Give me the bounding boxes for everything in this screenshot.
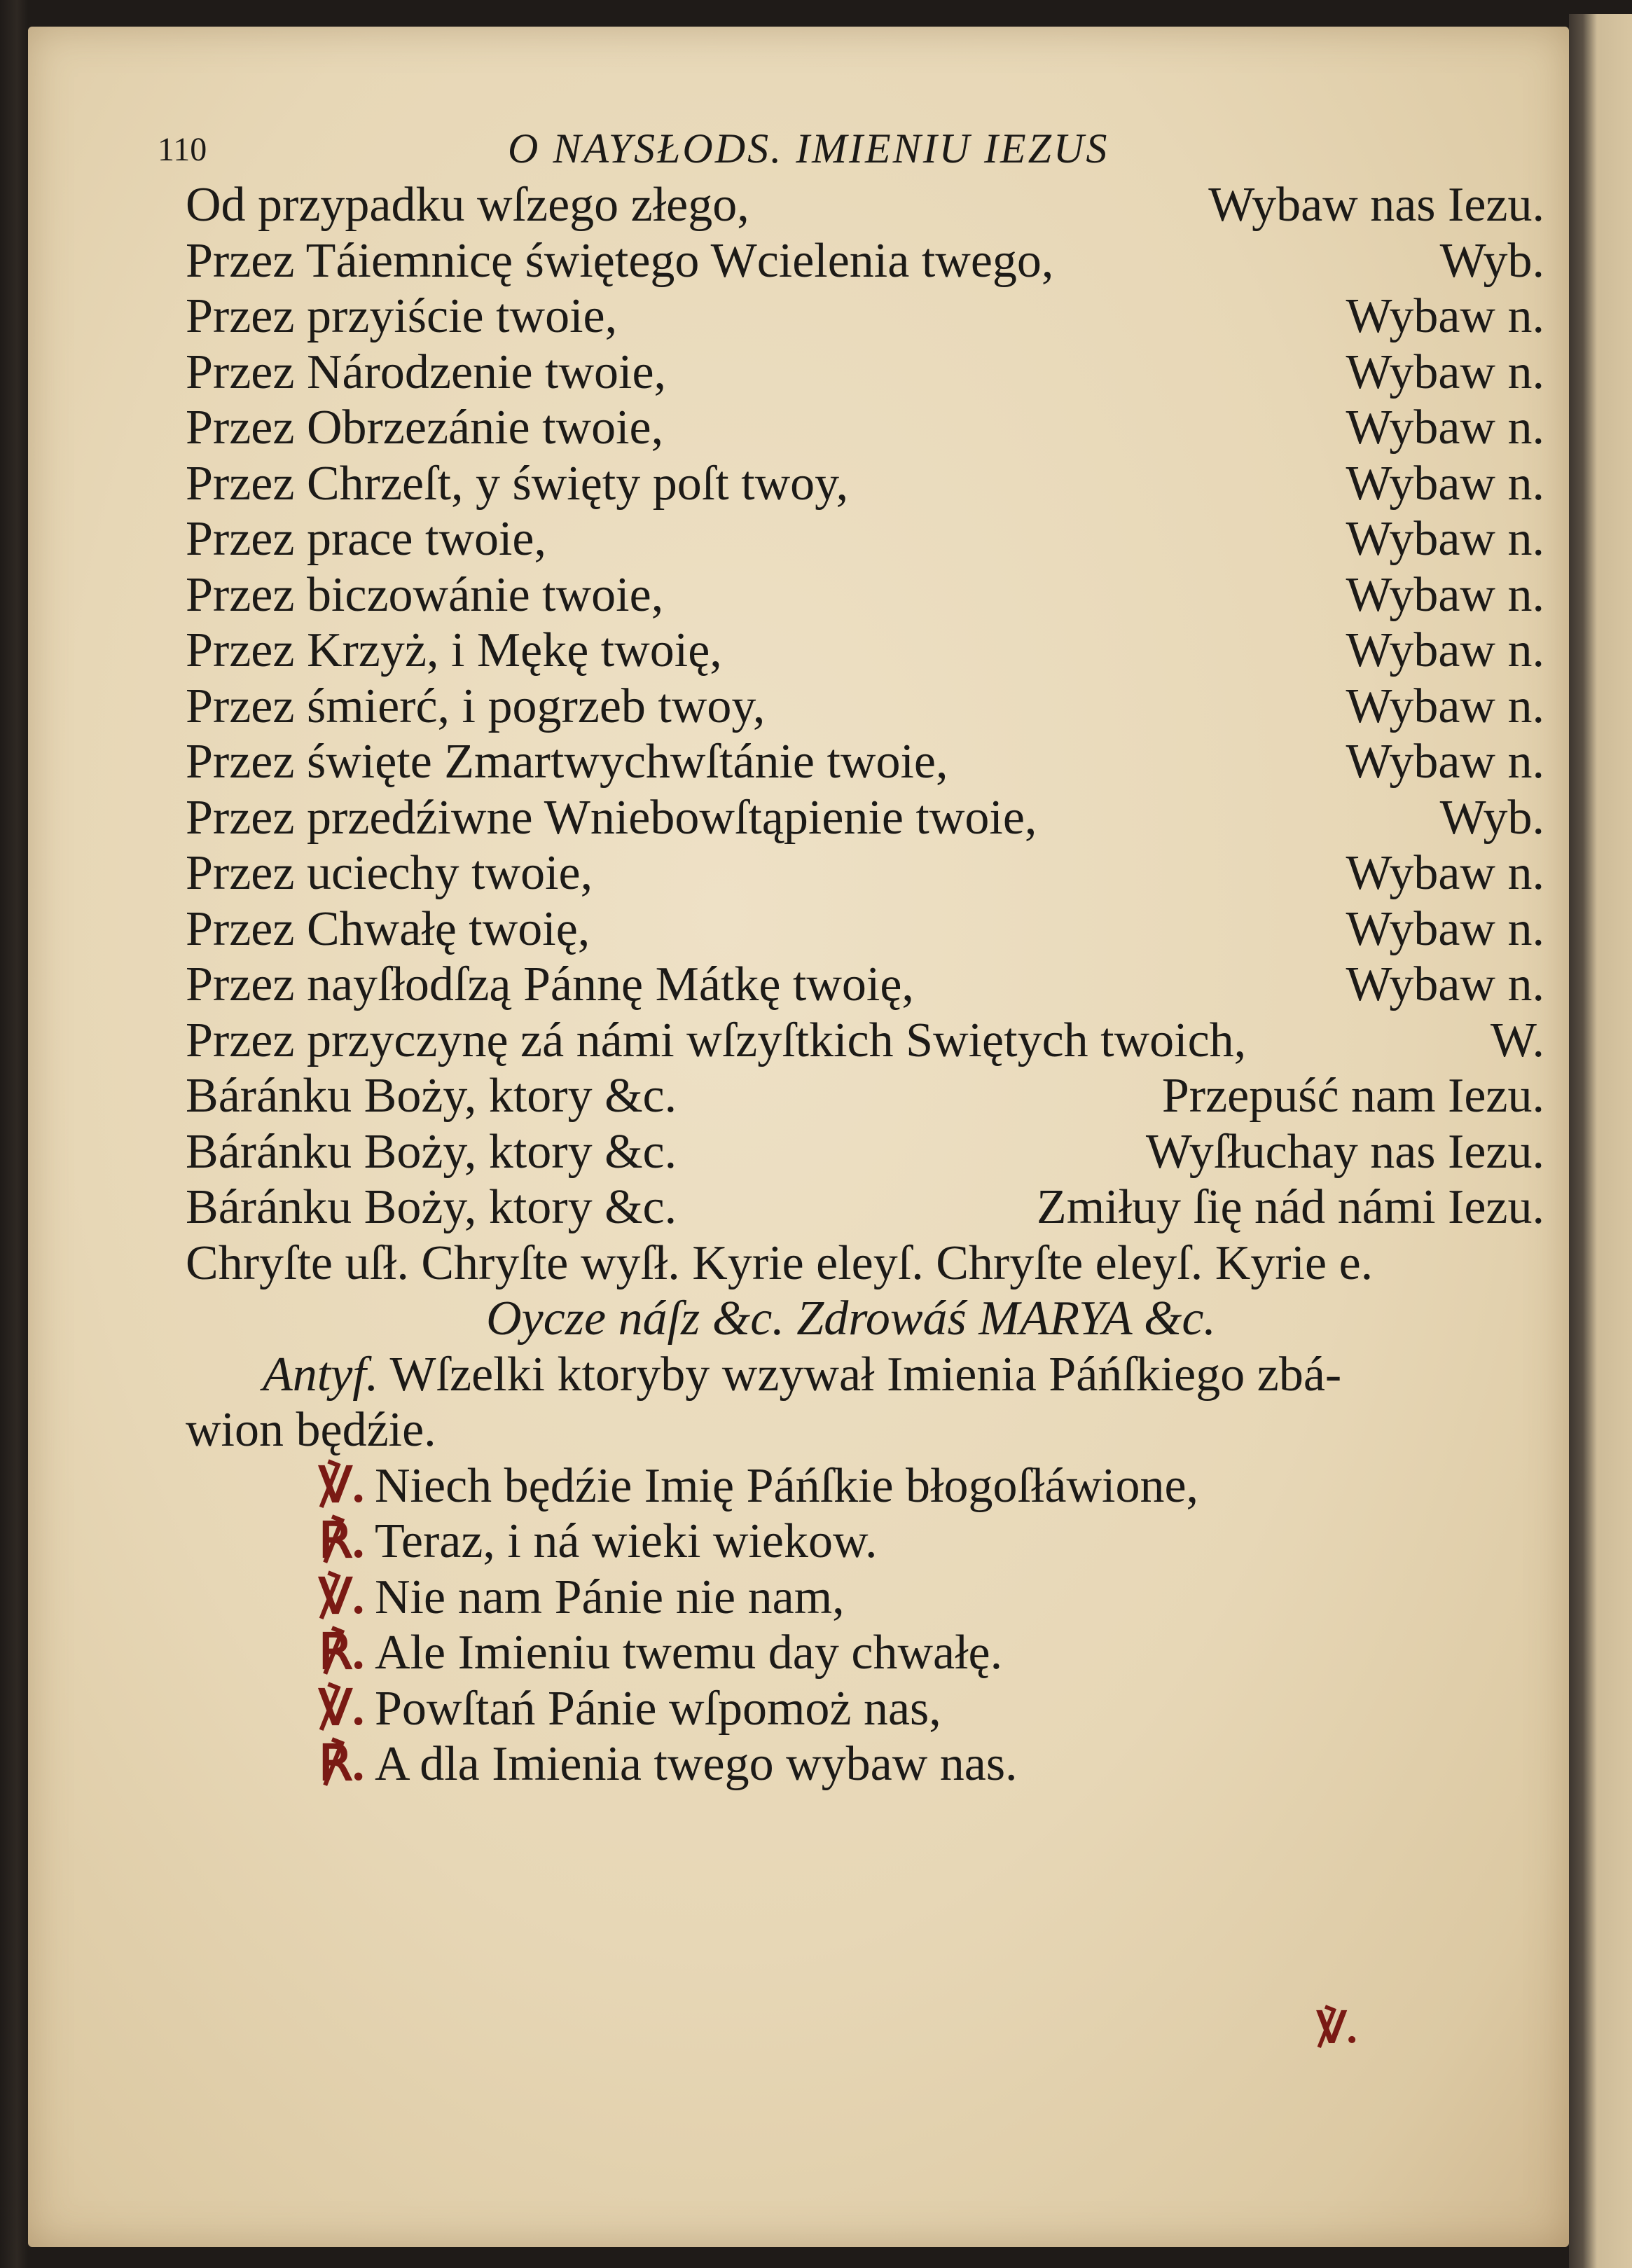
response: Przepuść nam Iezu.: [1161, 1069, 1544, 1123]
invocation: Przez prace twoie,: [186, 512, 546, 566]
catchword: ℣.: [1317, 2005, 1357, 2052]
folio-number: 110: [158, 131, 207, 168]
litany-line: [158, 456, 1544, 512]
response: Wybaw nas Iezu.: [1208, 178, 1544, 232]
versicle-symbol: ℣.: [319, 1681, 365, 1736]
invocation: Przez przedźiwne Wniebowſtąpienie twoie,: [186, 790, 1037, 845]
litany-line: [158, 289, 1544, 345]
invocation: Przez nayſłodſzą Pánnę Mátkę twoię,: [186, 957, 914, 1011]
antiphon-text: Wſzelki ktoryby wzywał Imienia Páńſkiego zbá-: [389, 1347, 1342, 1402]
response: Wybaw n.: [1346, 345, 1544, 399]
text-block: [158, 177, 1544, 1792]
response: Wyb.: [1439, 790, 1544, 845]
kyrie-line: [158, 1236, 1544, 1292]
invocation: Przez przyczynę zá námi wſzyſtkich Swiętych twoich,: [186, 1013, 1247, 1067]
response: Wybaw n.: [1346, 401, 1544, 455]
pater-line: [158, 1291, 1544, 1347]
versicle-line: [158, 1681, 1544, 1737]
response: Wybaw n.: [1346, 512, 1544, 566]
invocation: Báránku Boży, ktory &c.: [186, 1180, 677, 1234]
invocation: Przez biczowánie twoie,: [186, 567, 664, 622]
versicle: [319, 1681, 941, 1737]
page-text: [28, 27, 1569, 2247]
litany-line: [158, 734, 1544, 790]
response: Wybaw n.: [1346, 901, 1544, 956]
versicle-text: Niech będźie Imię Páńſkie błogoſłáwione,: [375, 1458, 1199, 1513]
response-verse: [319, 1625, 1002, 1681]
response-symbol: ℟.: [319, 1737, 365, 1791]
versicle-line: [158, 1458, 1544, 1514]
litany-line: [158, 901, 1544, 957]
response: W.: [1490, 1013, 1544, 1067]
litany-line: [158, 845, 1544, 901]
response: Zmiłuy ſię nád námi Iezu.: [1036, 1180, 1544, 1234]
invocation: Przez święte Zmartwychwſtánie twoie,: [186, 735, 948, 789]
response: Wybaw n.: [1346, 957, 1544, 1011]
invocation: Przez śmierć, i pogrzeb twoy,: [186, 679, 766, 733]
invocation: Przez Táiemnicę świętego Wcielenia twego,: [186, 233, 1054, 288]
litany-line: [158, 345, 1544, 401]
invocation: Báránku Boży, ktory &c.: [186, 1124, 677, 1179]
antiphon-line: [158, 1402, 1544, 1458]
antiphon-line: [158, 1347, 1544, 1403]
response-symbol: ℟.: [319, 1514, 365, 1568]
litany-line: [158, 1180, 1544, 1236]
antiphon-first-line: [263, 1347, 1341, 1403]
litany-line: [158, 567, 1544, 623]
invocation: Od przypadku wſzego złego,: [186, 178, 749, 232]
litany-line: [158, 1013, 1544, 1069]
antiphon-continuation: wion będźie.: [186, 1403, 436, 1457]
versicle-line: [158, 1514, 1544, 1570]
response: Wybaw n.: [1346, 846, 1544, 900]
versicle-text: Nie nam Pánie nie nam,: [375, 1570, 845, 1624]
response-text: Ale Imieniu twemu day chwałę.: [375, 1626, 1003, 1680]
versicle-line: [158, 1736, 1544, 1792]
response: Wyb.: [1439, 233, 1544, 288]
response-verse: [319, 1736, 1018, 1792]
litany-line: [158, 177, 1544, 233]
response: Wybaw n.: [1346, 623, 1544, 677]
response: Wybaw n.: [1346, 735, 1544, 789]
response-text: A dla Imienia twego wybaw nas.: [375, 1737, 1018, 1791]
response: Wybaw n.: [1346, 289, 1544, 343]
antiphon-label: Antyf.: [263, 1347, 379, 1402]
versicle-symbol: ℣.: [319, 1458, 365, 1513]
litany-line: [158, 623, 1544, 679]
response-symbol: ℟.: [319, 1626, 365, 1680]
invocation: Báránku Boży, ktory &c.: [186, 1069, 677, 1123]
litany-line: [158, 233, 1544, 289]
versicle: [319, 1458, 1198, 1514]
pater-text: Oycze náſz &c. Zdrowáś MARYA &c.: [486, 1292, 1216, 1346]
response: Wybaw n.: [1346, 456, 1544, 511]
response: Wybaw n.: [1346, 567, 1544, 622]
page-header: [158, 118, 1544, 181]
litany-line: [158, 400, 1544, 456]
versicle-symbol: ℣.: [319, 1570, 365, 1624]
litany-line: [158, 1068, 1544, 1124]
versicle-line: [158, 1570, 1544, 1626]
response-text: Teraz, i ná wieki wiekow.: [375, 1514, 878, 1568]
litany-line: [158, 957, 1544, 1013]
invocation: Przez uciechy twoie,: [186, 846, 593, 900]
response: Wybaw n.: [1346, 679, 1544, 733]
invocation: Przez Národzenie twoie,: [186, 345, 667, 399]
litany-line: [158, 790, 1544, 846]
invocation: Przez Obrzezánie twoie,: [186, 401, 664, 455]
versicle-text: Powſtań Pánie wſpomoż nas,: [375, 1681, 941, 1736]
versicle-line: [158, 1625, 1544, 1681]
versicle: [319, 1570, 845, 1626]
invocation: Przez Chwałę twoię,: [186, 901, 590, 956]
litany-line: [158, 1124, 1544, 1180]
invocation: Przez przyiście twoie,: [186, 289, 618, 343]
invocation: Przez Krzyż, i Mękę twoię,: [186, 623, 722, 677]
next-page-edge: [1569, 14, 1632, 2268]
litany-line: [158, 511, 1544, 567]
response-verse: [319, 1514, 878, 1570]
kyrie-text: Chryſte uſł. Chryſte wyſł. Kyrie eleyſ. Chryſte eleyſ. Kyrie e.: [186, 1236, 1374, 1290]
response: Wyſłuchay nas Iezu.: [1145, 1124, 1544, 1179]
invocation: Przez Chrzeſt, y święty poſt twoy,: [186, 456, 849, 511]
litany-line: [158, 679, 1544, 735]
running-head: O NAYSŁODS. IMIENIU IEZUS: [508, 125, 1109, 172]
book-page: [28, 27, 1569, 2247]
